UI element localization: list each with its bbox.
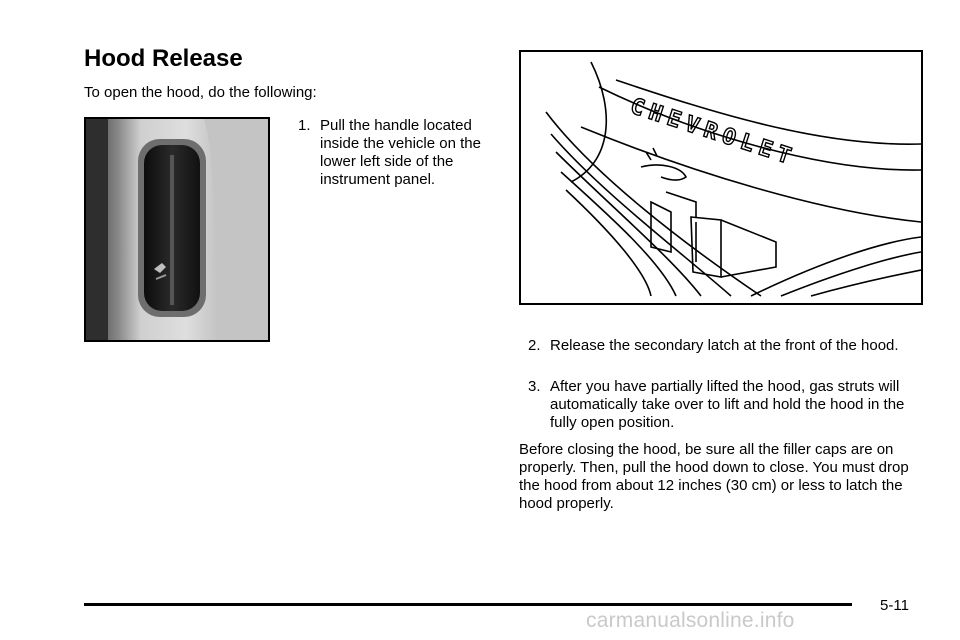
handle-photo-graphic: [86, 119, 268, 340]
hood-latch-drawing: [521, 52, 921, 303]
hood-latch-illustration: [519, 50, 923, 305]
intro-text: To open the hood, do the following:: [84, 84, 317, 101]
closing-paragraph: Before closing the hood, be sure all the filler caps are on properly. Then, pull the hood down to close. You must drop the hood from about 12 inches (30 cm) or less to latch the hood properly.: [519, 441, 909, 512]
hood-release-handle-photo: [84, 117, 270, 342]
page-number: 5-11: [880, 597, 909, 614]
step-text: Pull the handle located inside the vehicle on the lower left side of the instrument panel.: [320, 117, 481, 188]
step-text: Release the secondary latch at the front of the hood.: [550, 337, 899, 354]
watermark-text: carmanualsonline.info: [586, 609, 795, 632]
section-title: Hood Release: [84, 45, 243, 72]
step-text: After you have partially lifted the hood, gas struts will automatically take over to lift and hold the hood in the fully open position.: [550, 378, 905, 431]
step-number: 1.: [298, 117, 311, 134]
chevrolet-emblem: CHEVROLET: [627, 93, 800, 172]
step-number: 2.: [528, 337, 541, 354]
step-number: 3.: [528, 378, 541, 395]
